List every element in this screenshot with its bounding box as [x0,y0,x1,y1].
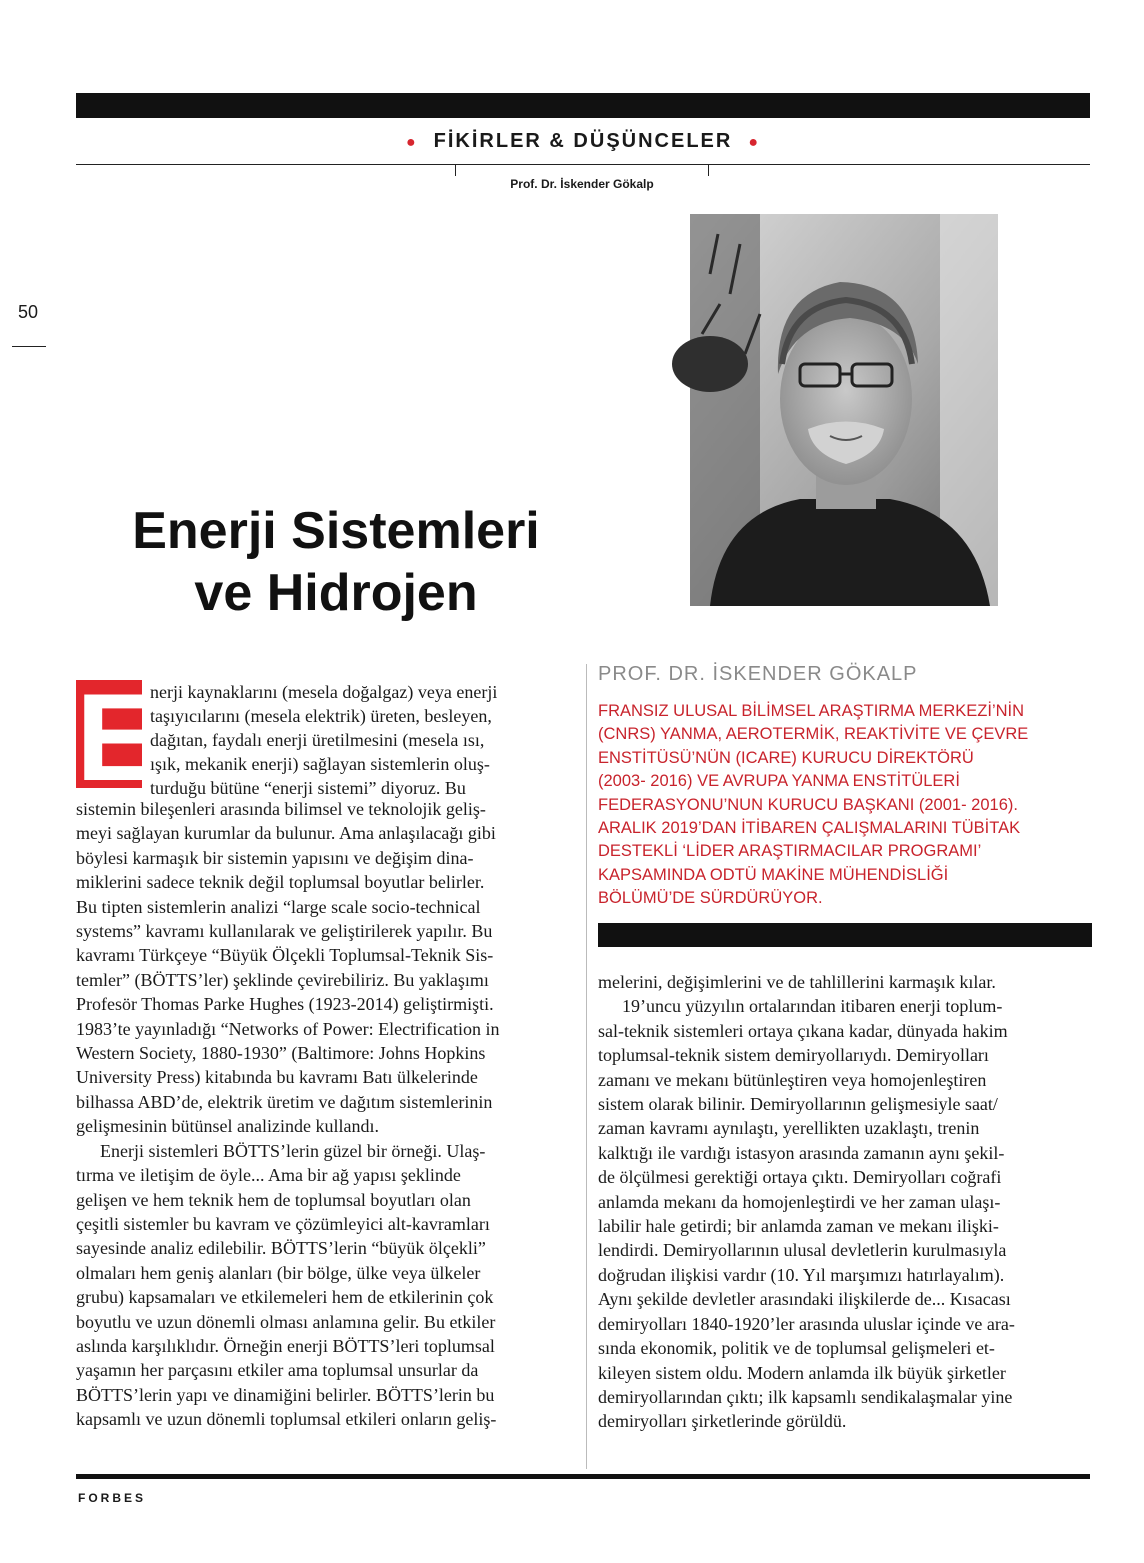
body-line: University Press) kitabında bu kavramı Batı ülkelerinde [76,1067,478,1088]
bio-line: KAPSAMINDA ODTÜ MAKİNE MÜHENDİSLİĞİ [598,865,949,884]
header-author: Prof. Dr. İskender Gökalp [510,177,654,191]
body-line: 1983’te yayınladığı “Networks of Power: Electrification in [76,1018,500,1039]
body-paragraph [598,994,1092,1433]
body-line: demiryolları 1840-1920’ler arasında uluslar içinde ve ara- [598,1313,1015,1334]
top-black-bar [76,93,1090,118]
body-line: tırma ve iletişim de öyle... Ama bir ağ yapısı şeklinde [76,1165,461,1186]
body-line: böylesi karmaşık bir sistemin yapısını ve değişim dina- [76,847,474,868]
body-line: turduğu bütüne “enerji sistemi” diyoruz. Bu [150,778,466,798]
bullet-dot-icon: ● [405,134,418,151]
bullet-dot-icon: ● [748,134,760,151]
body-line: sistem olarak bilinir. Demiryollarının gelişmesiyle saat/ [598,1094,998,1115]
body-paragraph [76,1139,576,1432]
bio-name: PROF. DR. İSKENDER GÖKALP [598,663,918,685]
bio-line: FEDERASYONU’NUN KURUCU BAŞKANI (2001- 2016). [598,795,1018,814]
body-line: bilhassa ABD’de, elektrik üretim ve dağıtım sistemlerinin [76,1091,493,1112]
body-line: kapsamlı ve uzun dönemli toplumsal etkileri onların geliş- [76,1409,497,1430]
body-line: kileyen sistem oldu. Modern anlamda ilk büyük şirketler [598,1362,1006,1383]
section-header [76,130,1090,153]
body-line: sal-teknik sistemleri ortaya çıkana kadar, dünyada hakim [598,1020,1008,1041]
body-line: Bu tipten sistemlerin analizi “large scale socio-technical [76,896,481,917]
header-tick [455,164,456,176]
magazine-name: FORBES [78,1491,147,1505]
body-line: dağıtan, faydalı enerji üretilmesini (mesela ısı, [150,730,485,750]
body-line: taşıyıcılarını (mesela elektrik) üreten, besleyen, [150,706,492,726]
body-paragraph [76,797,576,1139]
body-line: Western Society, 1880-1930” (Baltimore: Johns Hopkins [76,1043,486,1064]
body-line: aslında karşılıklıdır. Örneğin enerji BÖTTS’leri toplumsal [76,1335,495,1356]
body-line: labilir hale getirdi; bir anlamda zaman ve mekanı ilişki- [598,1216,999,1237]
header-tick [708,164,709,176]
body-line: demiryolları şirketlerinde görüldü. [598,1411,847,1432]
body-column-right [598,970,1092,1434]
body-line: lendirdi. Demiryollarının ulusal devletlerin kurulmasıyla [598,1240,1007,1261]
bio-line: (CNRS) YANMA, AEROTERMİK, REAKTİVİTE VE ÇEVRE [598,725,1029,744]
body-line: de ölçülmesi gerektiği ortaya çıktı. Demiryolları coğrafi [598,1167,1002,1188]
body-line: temler” (BÖTTS’ler) şeklinde çevirebiliriz. Bu yaklaşımı [76,969,489,990]
bio-text [598,700,1088,911]
body-line: BÖTTS’lerin yapı ve dinamiğini belirler. BÖTTS’lerin bu [76,1384,495,1405]
body-line: Enerji sistemleri BÖTTS’lerin güzel bir örneği. Ulaş- [100,1140,486,1161]
mid-black-bar [598,923,1092,947]
body-line: gelişen ve hem teknik hem de toplumsal boyutları olan [76,1189,471,1210]
body-line: Profesör Thomas Parke Hughes (1923-2014) geliştirmişti. [76,994,494,1015]
body-line: gelişmesinin bütünsel analizinde kullandı. [76,1116,379,1137]
article-title-line: Enerji Sistemleri [132,502,540,560]
bio-line: DESTEKLİ ‘LİDER ARAŞTIRMACILAR PROGRAMI’ [598,842,982,861]
column-divider [586,664,587,1469]
body-line: toplumsal-teknik sistem demiryollarıydı. Demiryolları [598,1045,989,1066]
drop-cap: E [76,669,159,807]
body-line: sistemin bileşenleri arasında bilimsel ve teknolojik geliş- [76,799,486,819]
body-line: anlamda mekanı da homojenleştirdi ve her zaman ulaşı- [598,1191,1001,1212]
bio-line: ENSTİTÜSÜ’NÜN (ICARE) KURUCU DİREKTÖRÜ [598,748,974,767]
body-line: meyi sağlayan kurumlar da bulunur. Ama anlaşılacağı gibi [76,823,496,844]
body-line: kavramı Türkçeye “Büyük Ölçekli Toplumsal-Teknik Sis- [76,945,494,966]
body-line: 19’uncu yüzyılın ortalarından itibaren enerji toplum- [622,996,1003,1017]
body-line: ışık, mekanik enerji) sağlayan sistemlerin oluş- [150,754,490,774]
header-rule [76,164,1090,165]
article-title [76,500,596,624]
body-line: doğrudan ilişkisi vardır (10. Yıl marşımızı hatırlayalım). [598,1264,1005,1285]
body-line: nerji kaynaklarını (mesela doğalgaz) veya enerji [150,682,498,702]
body-line: olmaları hem geniş alanları (bir bölge, ülke veya ülkeler [76,1262,481,1283]
body-line: zaman kavramı aynılaştı, yerellikten uzaklaştı, trenin [598,1118,980,1139]
body-column-left [76,797,576,1432]
body-line: sında ekonomik, politik ve de toplumsal gelişmeleri et- [598,1338,995,1359]
page-number-rule [12,346,46,347]
author-photo [690,214,998,606]
body-line: çeşitli sistemler bu kavram ve çözümleyici alt-kavramları [76,1213,490,1234]
article-title-line: ve Hidrojen [194,564,478,622]
footer-rule [76,1474,1090,1479]
body-line: boyutlu ve uzun dönemli olması anlamına gelir. Bu etkiler [76,1311,496,1332]
body-line: demiryollarından çıktı; ilk kapsamlı sendikalaşmalar yine [598,1386,1013,1407]
bio-line: (2003- 2016) VE AVRUPA YANMA ENSTİTÜLERİ [598,772,960,791]
bio-line: FRANSIZ ULUSAL BİLİMSEL ARAŞTIRMA MERKEZİ’NİN [598,702,1025,720]
bio-line: ARALIK 2019’DAN İTİBAREN ÇALIŞMALARINI TÜBİTAK [598,819,1021,838]
body-line: grubu) kapsamaları ve etkilemeleri hem de etkilerinin çok [76,1287,494,1308]
body-line: systems” kavramı kullanılarak ve geliştirilerek yapılır. Bu [76,921,493,942]
body-paragraph [598,970,1092,994]
page-number: 50 [18,302,39,322]
body-line: miklerini sadece teknik değil toplumsal boyutlar belirler. [76,872,485,893]
section-title: FİKİRLER & DÜŞÜNCELER [433,130,733,152]
body-line: Aynı şekilde devletler arasındaki ilişkilerde de... Kısacası [598,1289,1011,1310]
body-line: kalktığı ile vardığı istasyon arasında zamanın aynı şekil- [598,1142,1005,1163]
body-line: melerini, değişimlerini ve de tahlillerini karmaşık kılar. [598,972,996,992]
body-line: yaşamın her parçasını etkiler ama toplumsal unsurlar da [76,1360,479,1381]
body-line: sayesinde analiz edilebilir. BÖTTS’lerin “büyük ölçekli” [76,1238,486,1259]
body-line: zamanı ve mekanı bütünleştiren veya homojenleştiren [598,1069,987,1090]
bio-line: BÖLÜMÜ’DE SÜRDÜRÜYOR. [598,889,823,908]
